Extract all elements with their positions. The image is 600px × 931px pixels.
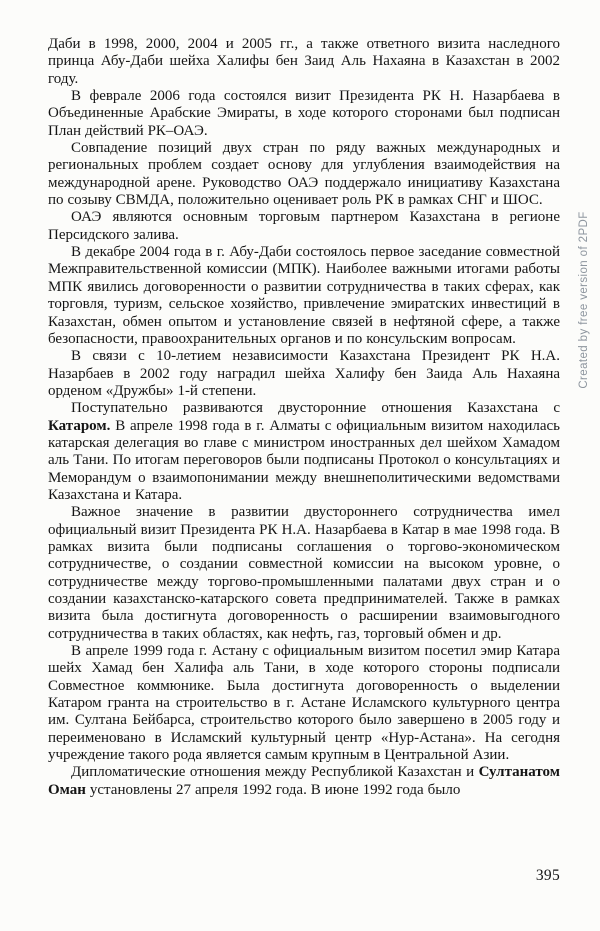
paragraph-text: Поступательно развиваются двусторонние отношения Казахстана с: [71, 400, 560, 417]
paragraph-text: ОАЭ являются основным торговым партнером Казахстана в регионе Персидского залива.: [48, 209, 560, 243]
paragraph-emir-visit-1999: [48, 643, 560, 764]
paragraph-text: Совпадение позиций двух стран по ряду важных международных и региональных проблем создает основу для углубления взаимодействия на международной арене. Руководство ОАЭ поддержало инициативу Казахстана по созыву СВМДА, положительно оценивает роль РК в рамках СНГ и ШОС.: [48, 140, 560, 209]
paragraph-feb-2006-visit: [48, 88, 560, 140]
paragraph-mpk-commission: [48, 244, 560, 348]
paragraph-oman-relations: [48, 764, 560, 799]
paragraph-friendship-order: [48, 348, 560, 400]
watermark-text: Created by free version of 2PDF: [578, 211, 590, 389]
paragraph-text: Важное значение в развитии двустороннего сотрудничества имел официальный визит Президента РК Н.А. Назарбаева в Катар в мае 1998 года. В рамках визита были подписаны соглашения о торгово-экономическом сотрудничестве, о создании совместной комиссии на высоком уровне, о сотрудничестве между торгово-промышленными палатами двух стран и о создании казахстанско-катарского совета предпринимателей. Также в рамках визита была достигнута договоренность о расширении взаимовыгодного сотрудничества в таких областях, как нефть, газ, торговый обмен и др.: [48, 504, 560, 642]
paragraph-text: В апреле 1999 года г. Астану с официальным визитом посетил эмир Катара шейх Хамад бен Халифа аль Тани, в ходе которого стороны подписали Совместное коммюнике. Была достигнута договоренность о выделении Катаром гранта на строительство в г. Астане Исламского культурного центра им. Султана Бейбарса, строительство которого было завершено в 2005 году и переименовано в Исламский культурный центр «Нур-Астана». На сегодня учреждение такого рода является самым крупным в Центральной Азии.: [48, 643, 560, 764]
paragraph-text: В связи с 10-летием независимости Казахстана Президент РК Н.А. Назарбаев в 2002 году наградил шейха Халифу бен Заида Аль Нахаяна орденом «Дружбы» 1-й степени.: [48, 348, 560, 399]
paragraph-text: Дипломатические отношения между Республикой Казахстан и: [71, 764, 479, 781]
paragraph-positions-coincide: [48, 140, 560, 209]
page-text-column: [48, 36, 560, 799]
bold-term-qatar: Катаром.: [48, 417, 111, 434]
paragraph-uae-trade-partner: [48, 209, 560, 244]
page-number: 395: [535, 867, 560, 884]
paragraph-text: установлены 27 апреля 1992 года. В июне 1992 года было: [85, 781, 461, 798]
paragraph-uae-visits: [48, 36, 560, 88]
paragraph-qatar-agreements: [48, 504, 560, 643]
paragraph-text: Даби в 1998, 2000, 2004 и 2005 гг., а также ответного визита наследного принца Абу-Даби шейха Халифы бен Заид Аль Нахаяна в Казахстан в 2002 году.: [48, 36, 560, 87]
paragraph-text: В декабре 2004 года в г. Абу-Даби состоялось первое заседание совместной Межправительственной комиссии (МПК). Наиболее важными итогами работы МПК явились договоренности о развитии сотрудничества в таких сферах, как торговля, туризм, сельское хозяйство, привлечение эмиратских инвестиций в Казахстан, обмен опытом и установление связей в нефтяной сфере, а также безопасности, правоохранительных органов и по консульским вопросам.: [48, 244, 560, 347]
paragraph-text: В апреле 1998 года в г. Алматы с официальным визитом находилась катарская делегация во главе с министром иностранных дел шейхом Хамадом аль Тани. По итогам переговоров были подписаны Протокол о консультациях и Меморандум о взаимопонимании между внешнеполитическими ведомствами Казахстана и Катара.: [48, 417, 560, 503]
bold-term-oman: Султанатом Оман: [48, 764, 560, 798]
paragraph-text: В феврале 2006 года состоялся визит Президента РК Н. Назарбаева в Объединенные Арабские Эмираты, в ходе которого сторонами был подписан План действий РК–ОАЭ.: [48, 88, 560, 139]
paragraph-qatar-relations: [48, 400, 560, 504]
